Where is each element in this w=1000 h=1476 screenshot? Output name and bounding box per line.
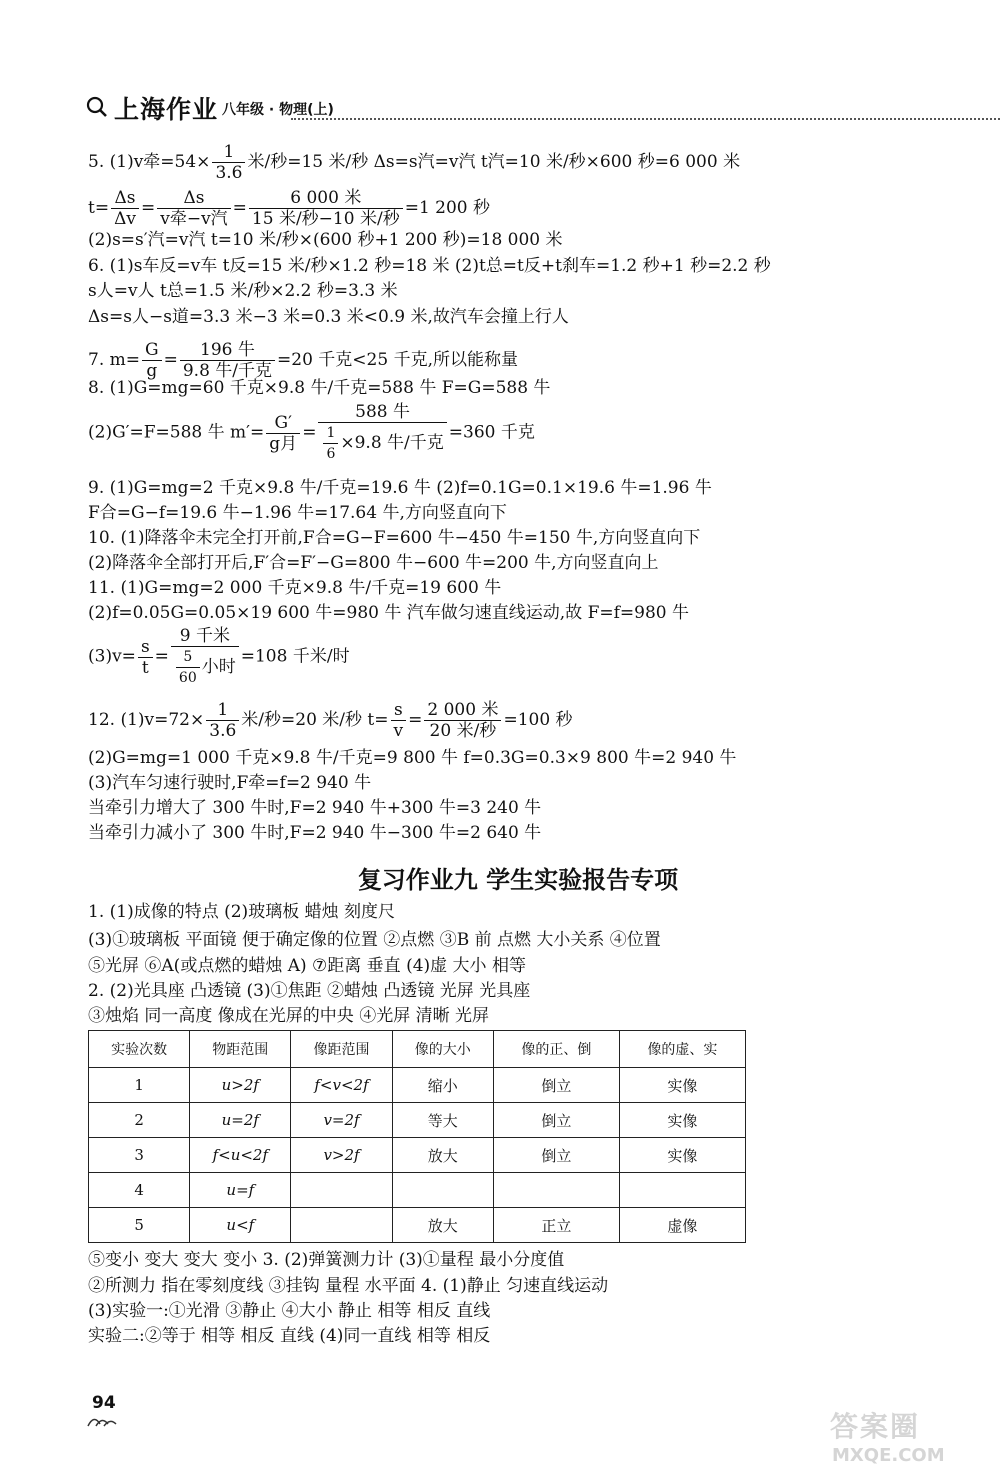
table-cell	[392, 1173, 493, 1208]
page-number: 94	[92, 1393, 116, 1413]
table-cell	[493, 1173, 619, 1208]
table-cell: v=2f	[291, 1103, 392, 1138]
answer-line: 6. (1)s车反=v车 t反=15 米/秒×1.2 秒=18 米 (2)t总=t反+t刹车=1.2 秒+1 秒=2.2 秒	[88, 256, 771, 276]
table-cell: f<v<2f	[291, 1068, 392, 1103]
table-header: 像的虚、实	[619, 1031, 745, 1068]
answer-line: 当牵引力增大了 300 牛时,F=2 940 牛+300 牛=3 240 牛	[88, 798, 542, 818]
watermark	[830, 1405, 990, 1470]
table-row	[89, 1208, 746, 1243]
answer-line: 11. (1)G=mg=2 000 千克×9.8 牛/千克=19 600 牛	[88, 578, 502, 598]
experiment-table	[88, 1030, 746, 1243]
brand-title: 上海作业	[114, 95, 219, 124]
answer-line: (2)降落伞全部打开后,F′合=F′−G=800 牛−600 牛=200 牛,方向竖直向上	[88, 553, 659, 573]
answer-line: 实验二:②等于 相等 相反 直线 (4)同一直线 相等 相反	[88, 1326, 491, 1346]
answer-line: 9. (1)G=mg=2 千克×9.8 牛/千克=19.6 牛 (2)f=0.1G=0.1×19.6 牛=1.96 牛	[88, 478, 712, 498]
answer-line: (3)实验一:①光滑 ③静止 ④大小 静止 相等 相反 直线	[88, 1301, 491, 1321]
table-cell: 4	[89, 1173, 190, 1208]
table-cell: v>2f	[291, 1138, 392, 1173]
table-cell: 等大	[392, 1103, 493, 1138]
table-cell: 虚像	[619, 1208, 745, 1243]
grade-subject: 八年级 · 物理(上)	[222, 102, 334, 118]
table-cell: 放大	[392, 1138, 493, 1173]
answer-line: Δs=s人−s道=3.3 米−3 米=0.3 米<0.9 米,故汽车会撞上行人	[88, 307, 569, 327]
magnifier-logo-icon	[86, 96, 108, 118]
page-header	[86, 90, 936, 130]
table-cell: 倒立	[493, 1138, 619, 1173]
answer-line: 8. (1)G=mg=60 千克×9.8 牛/千克=588 牛 F=G=588 牛	[88, 378, 551, 398]
table-cell: u<f	[190, 1208, 291, 1243]
table-header: 像的正、倒	[493, 1031, 619, 1068]
answer-line: (2)f=0.05G=0.05×19 600 牛=980 牛 汽车做匀速直线运动,故 F=f=980 牛	[88, 603, 690, 623]
answer-line: 2. (2)光具座 凸透镜 (3)①焦距 ②蜡烛 凸透镜 光屏 光具座	[88, 981, 531, 1001]
answer-line: ③烛焰 同一高度 像成在光屏的中央 ④光屏 清晰 光屏	[88, 1006, 490, 1026]
answer-line: (2)G′=F=588 牛 m′= $\frac{G'}{\text{g月}}$ = 588 牛 $\frac{1}{6}$ ×9.8 牛/千克 =360 千克	[88, 402, 535, 462]
table-header: 像的大小	[392, 1031, 493, 1068]
table-row	[89, 1138, 746, 1173]
table-row	[89, 1103, 746, 1138]
answer-line: F合=G−f=19.6 牛−1.96 牛=17.64 牛,方向竖直向下	[88, 503, 507, 523]
section-title: 复习作业九 学生实验报告专项	[357, 866, 679, 894]
answer-line: 7. m= $\frac{G}{g}$ = $\frac{\text{196 牛}}{\text{9.8 牛/千克}}$ =20 千克<25 千克,所以能称量	[88, 340, 518, 381]
table-cell: 实像	[619, 1138, 745, 1173]
table-cell: 1	[89, 1068, 190, 1103]
table-header: 实验次数	[89, 1031, 190, 1068]
answer-line: 1. (1)成像的特点 (2)玻璃板 蜡烛 刻度尺	[88, 902, 395, 922]
table-cell: 5	[89, 1208, 190, 1243]
table-cell: 2	[89, 1103, 190, 1138]
table-cell	[291, 1208, 392, 1243]
table-row	[89, 1173, 746, 1208]
table-header: 像距范围	[291, 1031, 392, 1068]
answer-line: s人=v人 t总=1.5 米/秒×2.2 秒=3.3 米	[88, 281, 398, 301]
answer-line: 当牵引力减小了 300 牛时,F=2 940 牛−300 牛=2 640 牛	[88, 823, 542, 843]
table-cell: 正立	[493, 1208, 619, 1243]
answer-line: (3)v= $\frac{s}{t}$ = 9 千米 $\frac{5}{60}$ 小时 =108 千米/时	[88, 626, 350, 686]
table-cell: u=2f	[190, 1103, 291, 1138]
table-cell: 3	[89, 1138, 190, 1173]
table-row	[89, 1068, 746, 1103]
answer-line: ⑤光屏 ⑥A(或点燃的蜡烛 A) ⑦距离 垂直 (4)虚 大小 相等	[88, 956, 526, 976]
answer-line: (2)s=s′汽=v汽 t=10 米/秒×(600 秒+1 200 秒)=18 000 米	[88, 230, 563, 250]
table-cell: 放大	[392, 1208, 493, 1243]
answer-line: (2)G=mg=1 000 千克×9.8 牛/千克=9 800 牛 f=0.3G=0.3×9 800 牛=2 940 牛	[88, 748, 737, 768]
answer-line: ②所测力 指在零刻度线 ③挂钩 量程 水平面 4. (1)静止 匀速直线运动	[88, 1276, 609, 1296]
answer-line: 10. (1)降落伞未完全打开前,F合=G−F=600 牛−450 牛=150 牛,方向竖直向下	[88, 528, 701, 548]
answer-line: (3)①玻璃板 平面镜 便于确定像的位置 ②点燃 ③B 前 点燃 大小关系 ④位置	[88, 930, 661, 950]
table-cell: u>2f	[190, 1068, 291, 1103]
header-dotted-rule	[291, 118, 1000, 120]
table-cell: f<u<2f	[190, 1138, 291, 1173]
answer-line: ⑤变小 变大 变大 变小 3. (2)弹簧测力计 (3)①量程 最小分度值	[88, 1250, 565, 1270]
table-cell: 实像	[619, 1103, 745, 1138]
table-cell: 倒立	[493, 1103, 619, 1138]
table-cell: 实像	[619, 1068, 745, 1103]
table-cell: u=f	[190, 1173, 291, 1208]
answer-line: (3)汽车匀速行驶时,F牵=f=2 940 牛	[88, 773, 372, 793]
answer-line: 5. (1)v牵=54× $\frac{1}{3.6}$ 米/秒=15 米/秒 Δs=s汽=v汽 t汽=10 米/秒×600 秒=6 000 米	[88, 142, 741, 183]
answer-line: t= $\frac{\Delta s}{\Delta v}$ = $\frac{\Delta s}{\text{v牵−v汽}}$ = $\frac{\text{6 000 米}}{\text{15 米/秒−10 米/秒}}$ =1 200 秒	[88, 188, 491, 229]
table-cell: 缩小	[392, 1068, 493, 1103]
watermark-text: 答案圈	[830, 1410, 921, 1443]
leaf-ornament-icon	[86, 1408, 126, 1428]
table-cell: 倒立	[493, 1068, 619, 1103]
table-cell	[291, 1173, 392, 1208]
answer-line: 12. (1)v=72× $\frac{1}{3.6}$ 米/秒=20 米/秒 t= $\frac{s}{v}$ = $\frac{\text{2 000 米}}{\text{20 米/秒}}$ =100 秒	[88, 700, 573, 741]
table-header: 物距范围	[190, 1031, 291, 1068]
table-header-row	[89, 1031, 746, 1068]
table-cell	[619, 1173, 745, 1208]
watermark-url: MXQE.COM	[832, 1445, 945, 1466]
